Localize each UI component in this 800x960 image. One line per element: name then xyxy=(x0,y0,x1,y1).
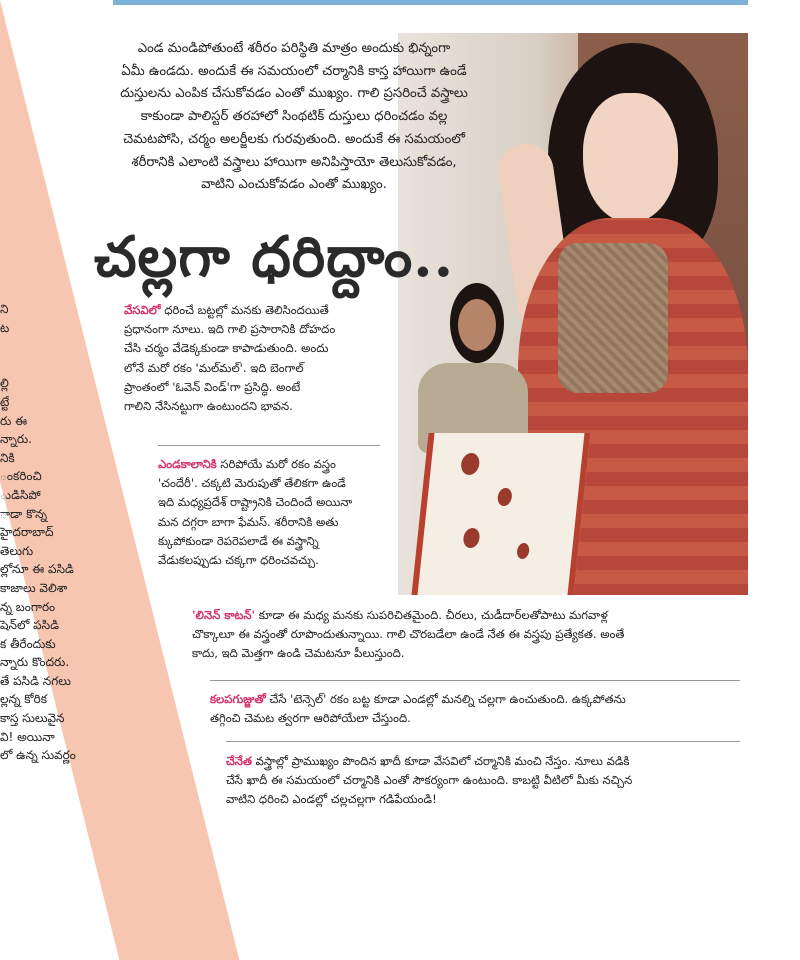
left-fragment: కాస్త సులువైన xyxy=(0,711,65,726)
saree-motif xyxy=(462,528,480,548)
section-divider xyxy=(210,680,740,681)
section-divider xyxy=(158,445,380,446)
section-lead: కలపగుజ్జుతో xyxy=(210,692,266,706)
saree-model-face xyxy=(458,299,496,351)
left-fragment: తెలుగు xyxy=(0,543,34,558)
section-line: చేసే ఖాదీ ఈ సమయంలో చర్మానికి ఎంతో సౌకర్యంగా ఉంటుంది. కాబట్టి వీటిలో మీకు నచ్చిన xyxy=(226,773,633,788)
headline: చల్లగా ధరిద్దాం.. xyxy=(94,224,455,290)
intro-line: దుస్తులను ఎంపిక చేసుకోవడం ఎంతో ముఖ్యం. గాలి ప్రసరించే వస్త్రాలు xyxy=(120,86,468,102)
section-line: కాదు, ఇది మెత్తగా ఉండి చెమటనూ పీలుస్తుంది. xyxy=(192,646,405,661)
saree-drape xyxy=(411,433,590,595)
section-line: సరిపోయే మరో రకం వస్త్రం xyxy=(216,457,336,471)
section-divider xyxy=(226,741,740,742)
left-fragment xyxy=(0,337,84,356)
intro-line: వాటిని ఎంచుకోవడం ఎంతో ముఖ్యం. xyxy=(201,177,387,193)
intro-paragraph xyxy=(74,38,514,197)
section-line: 'చందేరీ'. చక్కటి మెరుపుతో తేలికగా ఉండే xyxy=(158,476,346,491)
section-chanderi xyxy=(158,455,396,570)
intro-line: చెమటపోసి, చర్మం అలర్జీలకు గురవుతుంది. అందుకే ఈ సమయంలో xyxy=(123,131,465,147)
section-line: ప్రాంతంలో 'ఓవెన్ విండ్'గా ప్రసిద్ధి. అంటే xyxy=(124,379,301,394)
left-fragment: న్న బంగారం xyxy=(0,599,56,614)
left-fragment: ల్లి xyxy=(0,376,9,391)
left-fragment: ట xyxy=(0,320,10,335)
intro-line: ఏమీ ఉండదు. అందుకే ఈ సమయంలో చర్మానికి కాస్త హాయిగా ఉండే xyxy=(121,63,467,79)
left-fragment: నికి xyxy=(0,450,15,465)
section-khadi xyxy=(226,752,738,810)
intro-line: ఎండ మండిపోతుంటే శరీరం పరిస్థితి మాత్రం అందుకు భిన్నంగా xyxy=(137,41,451,56)
section-line: మన దగ్గరా బాగా ఫేమస్. శరీరానికి అతు xyxy=(158,514,339,529)
section-line: గాలిని నేసినట్టుగా ఉంటుందని భావన. xyxy=(124,399,293,414)
intro-line: శరీరానికి ఎలాంటి వస్త్రాలు హాయిగా అనిపిస్తాయో తెలుసుకోవడం, xyxy=(131,154,457,170)
section-line: లోనే మరో రకం 'మల్‌మల్'. ఇది బెంగాల్ xyxy=(124,360,304,375)
section-lead: 'లినెన్ కాటన్' xyxy=(192,608,256,622)
left-fragment: ల్లన్న కోరిక xyxy=(0,692,47,707)
left-fragment: ంకరించి xyxy=(0,469,42,484)
intro-line: కాకుండా పాలిస్టర్ తరహాలో సింథటిక్ దుస్తులు ధరించడం వల్ల xyxy=(140,109,448,125)
section-line: చొక్కాలూ ఈ వస్త్రంతో రూపొందుతున్నాయి. గాలి చొరబడేలా ఉండే నేత ఈ వస్త్రపు ప్రత్యేకత. అంతే xyxy=(192,627,625,642)
left-fragment xyxy=(0,356,84,375)
section-line: ధరించే బట్టల్లో మనకు తెలిసిందయితే xyxy=(160,303,329,317)
saree-motif xyxy=(516,543,530,559)
left-fragment: ుడిసిపో xyxy=(0,487,41,502)
left-fragment: ాడా కొన్న xyxy=(0,506,48,521)
section-cotton xyxy=(124,301,386,416)
section-line: క్కుపోకుండా రెపరెపలాడే ఈ వస్త్రాన్ని xyxy=(158,533,319,548)
section-line: చేసే 'టెన్సెల్' రకం బట్ట కూడా ఎండల్లో మనల్ని చల్లగా ఉంచుతుంది. ఉక్కపోతను xyxy=(265,692,626,706)
left-fragment: ని xyxy=(0,302,9,316)
left-fragment: వి! అయినా xyxy=(0,729,55,744)
section-line: వాటిని ధరించి ఎండల్లో చల్లచల్లగా గడిపేయండి! xyxy=(226,792,437,807)
left-fragment: ల్లోనూ ఈ పసిడి xyxy=(0,562,74,577)
left-fragment: ట్టే xyxy=(0,394,10,409)
model-face xyxy=(583,93,678,223)
top-rule xyxy=(113,0,748,5)
section-lead: చేనేత xyxy=(226,754,252,768)
section-lead: ఎండకాలానికి xyxy=(158,457,217,471)
section-line: వస్త్రాల్లో ప్రాముఖ్యం పొందిన ఖాదీ కూడా వేసవిలో చర్మానికి మంచి నేస్తం. నూలు వడికి xyxy=(251,754,630,768)
saree-model xyxy=(398,283,573,595)
section-line: వేడుకలప్పుడు చక్కగా ధరించవచ్చు. xyxy=(158,553,319,568)
left-fragment: కాజాలు వెలిశా xyxy=(0,580,68,595)
left-fragment: క తీరేందుకు xyxy=(0,636,56,651)
left-column-text xyxy=(0,300,84,765)
section-lead: వేసవిలో xyxy=(124,303,161,317)
saree-motif xyxy=(497,488,513,506)
section-line: ప్రధానంగా నూలు. ఇది గాలి ప్రసారానికి దోహదం xyxy=(124,322,336,337)
left-fragment: లో ఉన్న సువర్ణం xyxy=(0,748,76,763)
left-fragment: హైదరాబాద్ xyxy=(0,525,54,540)
section-line: తగ్గించి చెమట త్వరగా ఆరిపోయేలా చేస్తుంది. xyxy=(210,711,411,726)
section-line: చేసి చర్మం వేడెక్కకుండా కాపాడుతుంది. అందు xyxy=(124,341,329,356)
section-tencel xyxy=(210,690,740,728)
section-linen xyxy=(192,606,742,664)
left-fragment: షెన్‌లో పసిడి xyxy=(0,618,59,633)
left-fragment: తే పసిడి నగలు xyxy=(0,673,71,688)
left-fragment: రు ఈ xyxy=(0,413,28,428)
left-fragment: న్నారు కొందరు. xyxy=(0,655,70,670)
left-fragment: న్నారు. xyxy=(0,432,32,447)
embroidered-yoke xyxy=(558,243,668,393)
section-line: కూడా ఈ మధ్య మనకు సుపరిచితమైంది. చీరలు, చుడీదార్‌లతోపాటు మగవాళ్ల xyxy=(255,608,608,622)
saree-motif xyxy=(460,453,480,475)
section-line: ఇది మధ్యప్రదేశ్ రాష్ట్రానికి చెందిందే అయినా xyxy=(158,495,353,510)
